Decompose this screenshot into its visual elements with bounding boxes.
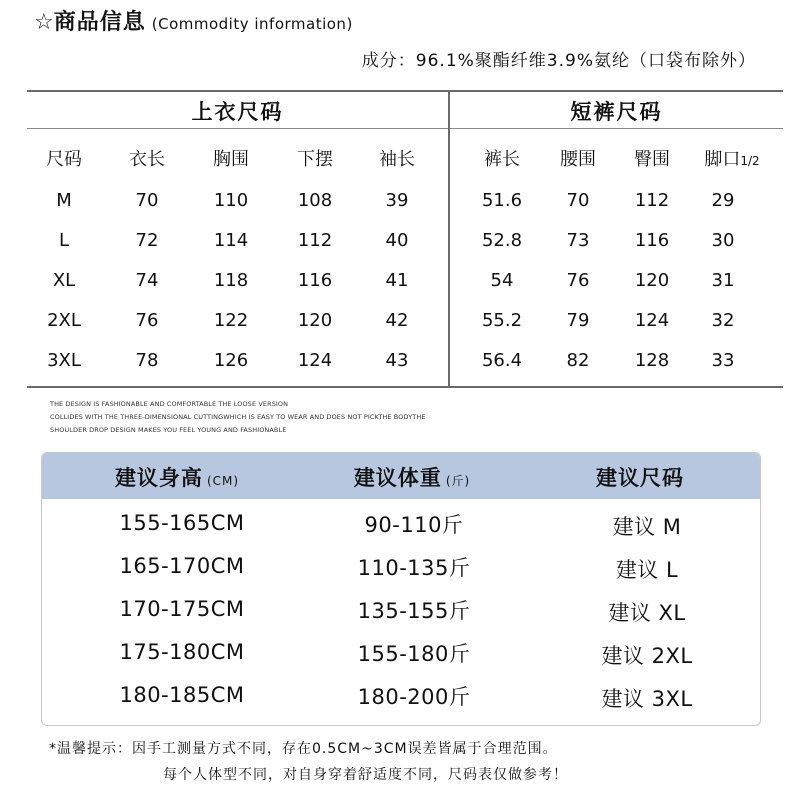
recommendation-cell: 165-170CM bbox=[119, 554, 245, 578]
shorts-col-header: 腰围 bbox=[560, 149, 596, 170]
table-header-rule bbox=[27, 128, 783, 129]
top-col-header: 胸围 bbox=[213, 149, 249, 170]
table-cell: 40 bbox=[385, 230, 409, 251]
table-cell: 116 bbox=[297, 270, 333, 291]
page-header bbox=[34, 5, 353, 35]
reference-note: 每个人体型不同，对自身穿着舒适度不同，尺码表仅做参考！ bbox=[163, 767, 568, 783]
table-cell: 70 bbox=[135, 190, 159, 211]
design-slogan bbox=[50, 398, 426, 437]
table-cell: 126 bbox=[213, 350, 249, 371]
recommendation-cell: 155-165CM bbox=[119, 511, 245, 535]
table-cell: M bbox=[56, 190, 72, 211]
table-cell: 42 bbox=[385, 310, 409, 331]
recommendation-cell: 建议 XL bbox=[608, 601, 686, 625]
slogan-line: SHOULDER DROP DESIGN MAKES YOU FEEL YOUNG AND FASHIONABLE bbox=[50, 426, 287, 434]
table-cell: 112 bbox=[297, 230, 333, 251]
page-title: 商品信息 bbox=[53, 10, 146, 35]
recommendation-cell: 90-110斤 bbox=[364, 513, 464, 537]
table-cell: 74 bbox=[135, 270, 159, 291]
top-size-title: 上衣尺码 bbox=[191, 100, 284, 124]
table-cell: 124 bbox=[297, 350, 333, 371]
recommendation-cell: 110-135斤 bbox=[357, 556, 471, 580]
table-cell: 78 bbox=[135, 350, 159, 371]
top-col-header: 尺码 bbox=[46, 149, 82, 170]
table-cell: 118 bbox=[213, 270, 249, 291]
table-cell: 29 bbox=[711, 190, 735, 211]
table-cell: 52.8 bbox=[481, 230, 523, 251]
table-cell: 122 bbox=[213, 310, 249, 331]
table-cell: 41 bbox=[385, 270, 409, 291]
page-subtitle: (Commodity information) bbox=[151, 15, 353, 33]
measurement-note: *温馨提示：因手工测量方式不同，存在0.5CM~3CM误差皆属于合理范围。 bbox=[49, 741, 558, 757]
table-cell: 33 bbox=[711, 350, 735, 371]
table-cell: 120 bbox=[634, 270, 670, 291]
material-composition: 成分：96.1%聚酯纤维3.9%氨纶（口袋布除外） bbox=[361, 51, 756, 71]
table-cell: 70 bbox=[566, 190, 590, 211]
recommendation-cell: 建议 2XL bbox=[601, 644, 693, 668]
table-cell: 112 bbox=[634, 190, 670, 211]
table-cell: 128 bbox=[634, 350, 670, 371]
recommendation-cell: 180-185CM bbox=[119, 683, 245, 707]
table-divider bbox=[448, 90, 450, 388]
recommendation-cell: 180-200斤 bbox=[357, 685, 471, 709]
table-cell: 76 bbox=[566, 270, 590, 291]
table-cell: 82 bbox=[566, 350, 590, 371]
table-cell: 110 bbox=[213, 190, 249, 211]
table-cell: 56.4 bbox=[481, 350, 523, 371]
table-cell: 31 bbox=[711, 270, 735, 291]
table-cell: 55.2 bbox=[481, 310, 523, 331]
weight-column-header: 建议体重 (斤) bbox=[353, 466, 471, 490]
table-cell: 114 bbox=[213, 230, 249, 251]
table-cell: 73 bbox=[566, 230, 590, 251]
recommendation-cell: 建议 L bbox=[615, 558, 679, 582]
height-column-header: 建议身高 (CM) bbox=[114, 466, 240, 490]
table-cell: 108 bbox=[297, 190, 333, 211]
recommendation-cell: 建议 M bbox=[612, 515, 682, 539]
top-col-header: 袖长 bbox=[379, 149, 415, 170]
table-cell: 54 bbox=[490, 270, 514, 291]
table-cell: 39 bbox=[385, 190, 409, 211]
table-cell: 32 bbox=[711, 310, 735, 331]
table-top-rule bbox=[27, 90, 783, 92]
top-col-header: 衣长 bbox=[129, 149, 165, 170]
table-cell: 116 bbox=[634, 230, 670, 251]
recommendation-cell: 155-180斤 bbox=[357, 642, 471, 666]
table-cell: 76 bbox=[135, 310, 159, 331]
table-cell: 124 bbox=[634, 310, 670, 331]
table-cell: 120 bbox=[297, 310, 333, 331]
table-cell: 43 bbox=[385, 350, 409, 371]
recommendation-cell: 建议 3XL bbox=[601, 687, 693, 711]
table-cell: XL bbox=[52, 270, 76, 291]
size-recommendation-table bbox=[41, 452, 761, 726]
table-cell: L bbox=[58, 230, 70, 251]
table-cell: 3XL bbox=[47, 350, 81, 371]
table-cell: 79 bbox=[566, 310, 590, 331]
shorts-col-header: 脚口1/2 bbox=[704, 149, 760, 170]
recommendation-cell: 170-175CM bbox=[119, 597, 245, 621]
slogan-line: COLLIDES WITH THE THREE-DIMENSIONAL CUTTINGWHICH IS EASY TO WEAR AND DOES NOT PICKTHE BODYTHE bbox=[50, 413, 426, 421]
recommendation-cell: 175-180CM bbox=[119, 640, 245, 664]
slogan-line: THE DESIGN IS FASHIONABLE AND COMFORTABLE THE LOOSE VERSION bbox=[50, 400, 289, 408]
recommendation-cell: 135-155斤 bbox=[357, 599, 471, 623]
table-bottom-rule bbox=[27, 386, 783, 388]
shorts-col-header: 臀围 bbox=[634, 149, 670, 170]
table-cell: 2XL bbox=[47, 310, 81, 331]
table-cell: 72 bbox=[135, 230, 159, 251]
star-icon: ☆ bbox=[34, 10, 54, 35]
table-cell: 51.6 bbox=[481, 190, 523, 211]
shorts-size-title: 短裤尺码 bbox=[570, 100, 663, 124]
top-col-header: 下摆 bbox=[297, 149, 333, 170]
table-cell: 30 bbox=[711, 230, 735, 251]
size-table bbox=[27, 90, 783, 388]
shorts-col-header: 裤长 bbox=[484, 149, 520, 170]
size-column-header: 建议尺码 bbox=[596, 466, 684, 490]
